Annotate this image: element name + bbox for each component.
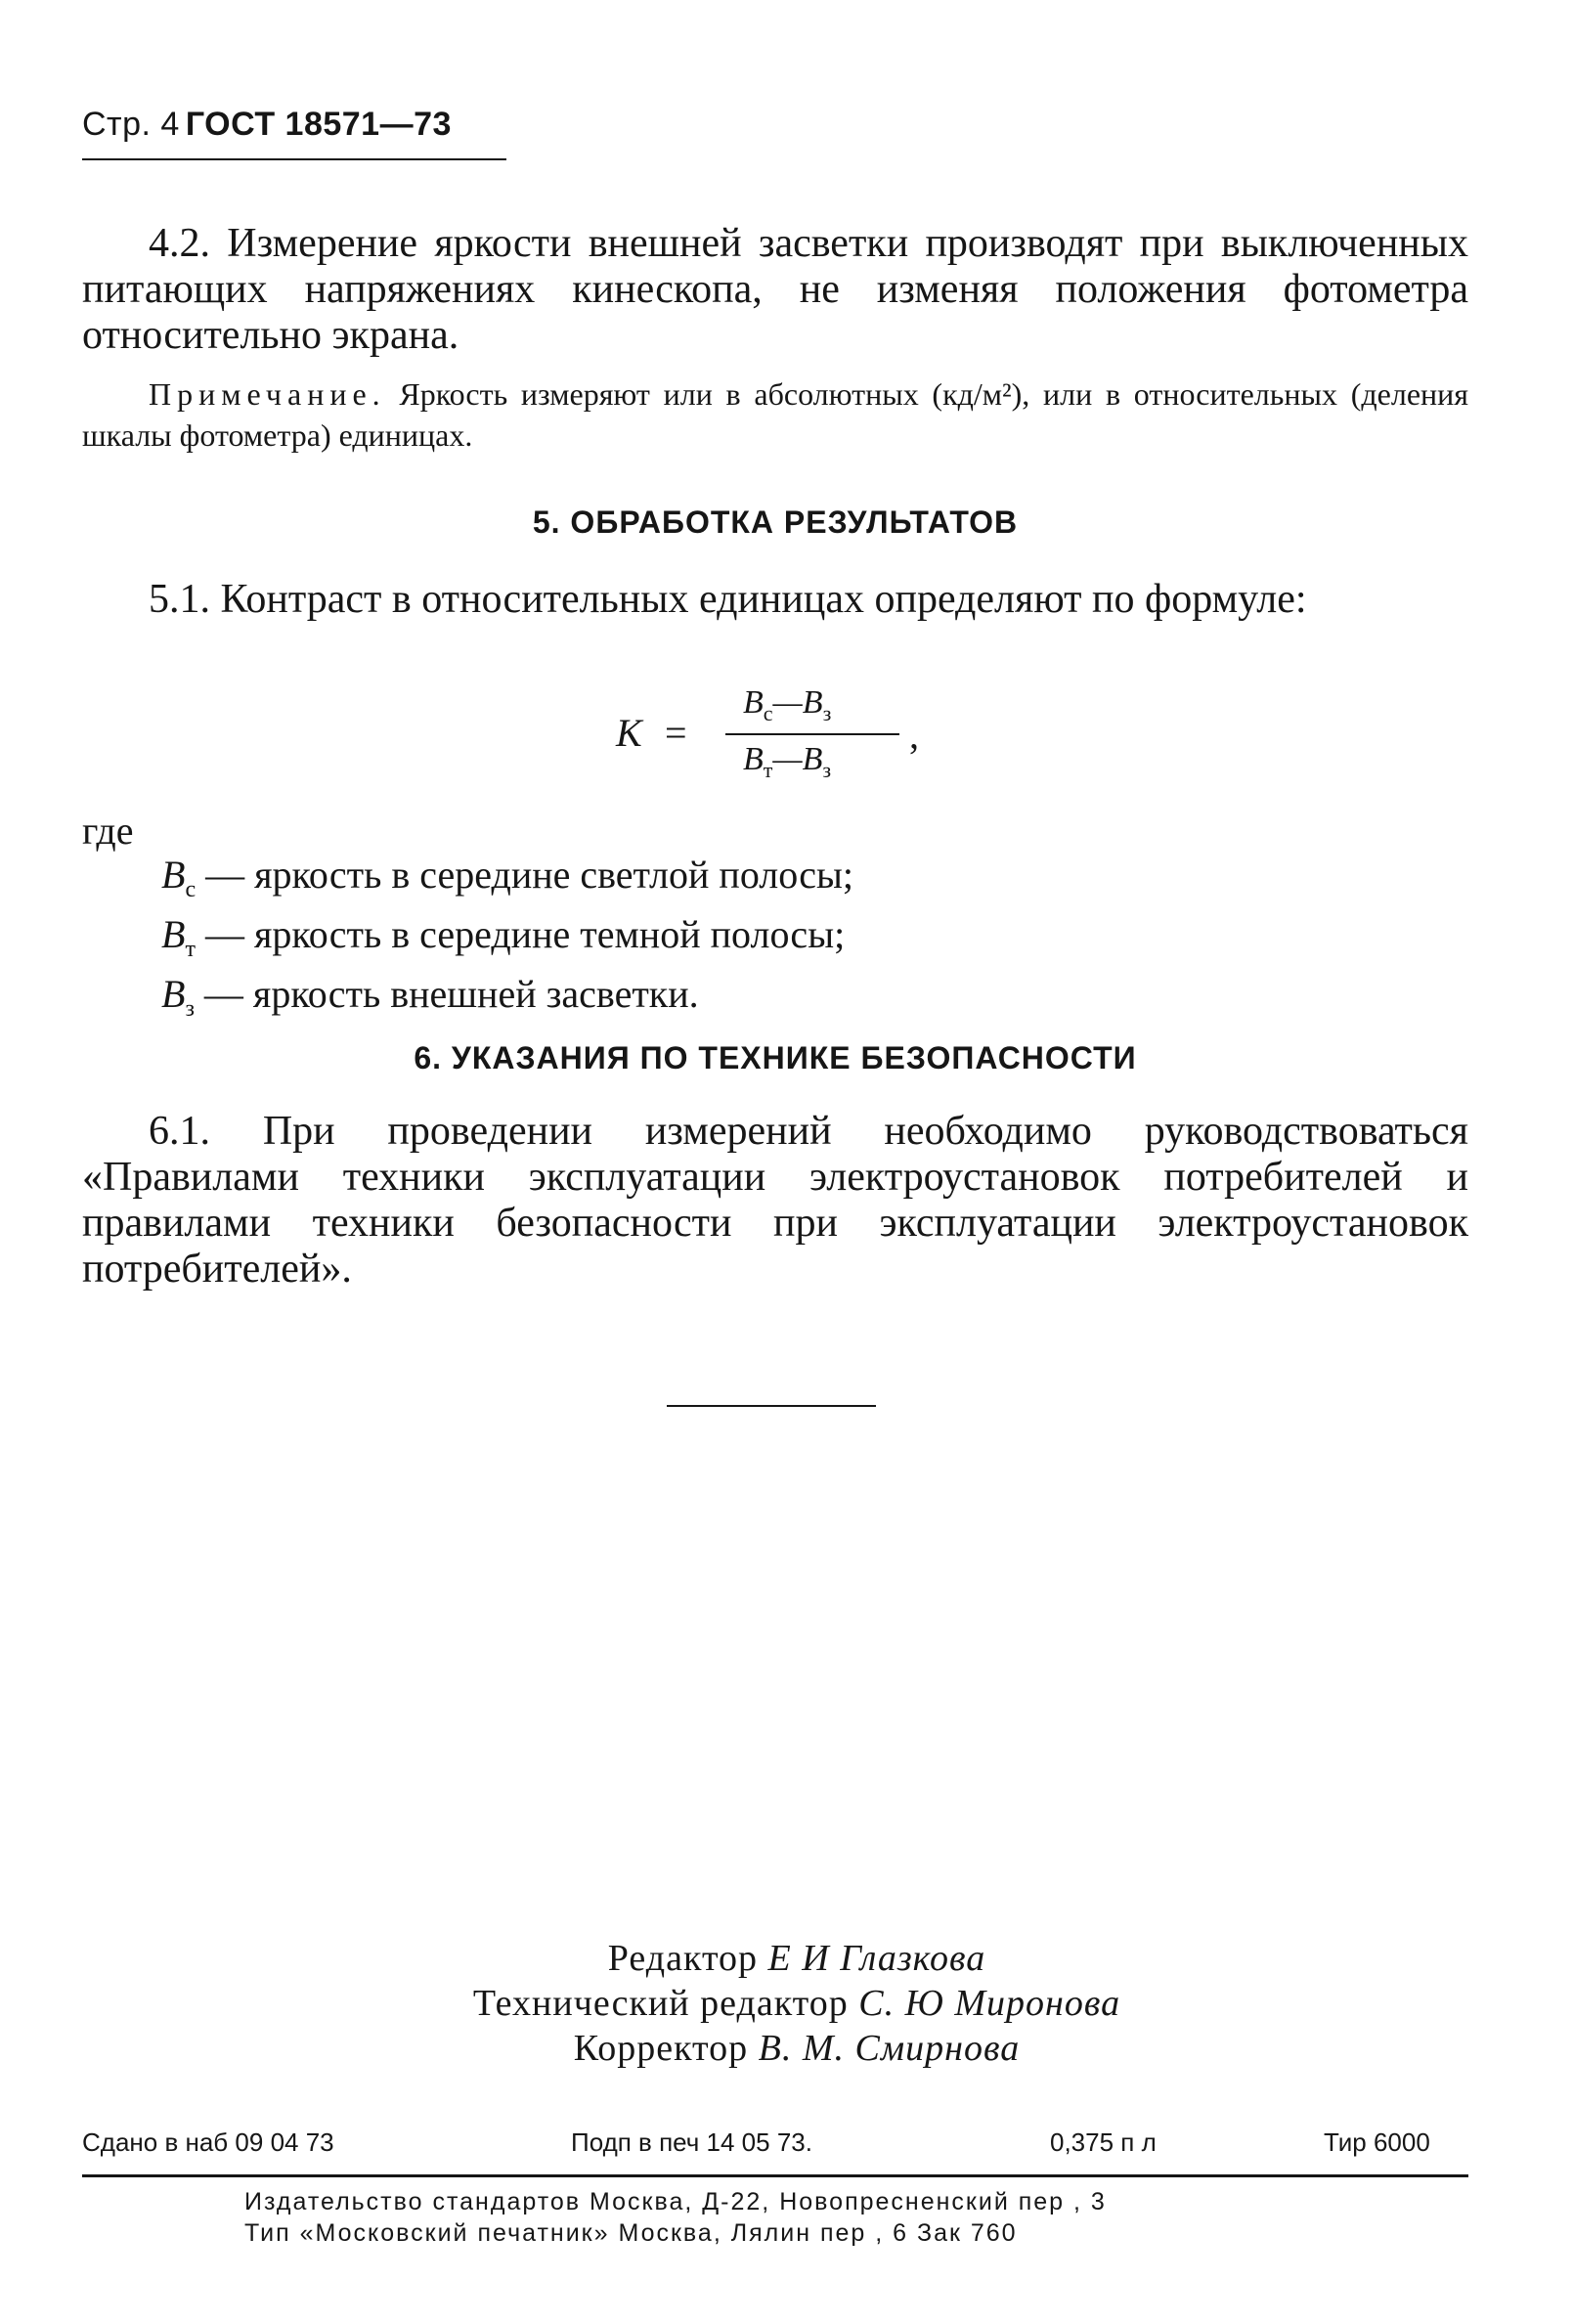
section-5-title: 5. ОБРАБОТКА РЕЗУЛЬТАТОВ: [532, 504, 1019, 540]
publisher-line-1: Издательство стандартов Москва, Д-22, Новопресненский пер , 3: [244, 2188, 1107, 2215]
publisher-info: [244, 2186, 1320, 2249]
imprint-signed: Подп в печ 14 05 73.: [571, 2127, 812, 2157]
section-6-title: 6. УКАЗАНИЯ ПО ТЕХНИКЕ БЕЗОПАСНОСТИ: [414, 1040, 1137, 1075]
credit-tech-editor: Технический редактор С. Ю Миронова: [472, 1983, 1121, 2024]
imprint-submitted: Сдано в наб 09 04 73: [82, 2127, 334, 2157]
imprint-run: Тир 6000: [1324, 2127, 1430, 2157]
clause-5-1: 5.1. Контраст в относительных единицах определяют по формуле:: [149, 577, 1307, 622]
credits: [411, 1936, 1183, 2071]
imprint-sheets: 0,375 п л: [1050, 2127, 1157, 2157]
clause-4-2: 4.2. Измерение яркости внешней засветки производят при выключенных питающих напряжениях кинескопа, не изменяя положения фотометра относительно экрана.: [82, 221, 1468, 358]
note: [82, 373, 1468, 456]
note-label: Примечание.: [149, 376, 386, 412]
note-text: Яркость измеряют или в абсолютных (кд/м²), или в относительных (деления шкалы фотометра) единицах.: [82, 376, 1468, 453]
formula-equals: =: [665, 711, 687, 755]
where-label: где: [82, 809, 134, 853]
imprint-rule: [82, 2174, 1468, 2177]
running-head: [82, 106, 452, 144]
formula-comma: ,: [909, 713, 919, 757]
header-rule: [82, 158, 506, 160]
page-label: Стр. 4: [82, 106, 180, 143]
definition-item: $B_з$ — яркость внешней засветки.: [161, 972, 699, 1022]
credit-editor: Редактор Е И Глазкова: [607, 1938, 986, 1979]
imprint-line: [82, 2127, 1468, 2167]
contrast-formula: [616, 684, 939, 792]
credit-corrector: Корректор В. М. Смирнова: [573, 2028, 1021, 2069]
definition-item: $B_с$ — яркость в середине светлой полосы;: [161, 853, 853, 902]
standard-number: ГОСТ 18571—73: [185, 106, 452, 143]
end-rule: [667, 1405, 876, 1407]
clause-6-1: 6.1. При проведении измерений необходимо руководствоваться «Правилами техники эксплуатации электроустановок потребителей и правилами техники безопасности при эксплуатации электроустановок потребителей».: [82, 1109, 1468, 1292]
publisher-line-2: Тип «Московский печатник» Москва, Лялин пер , 6 Зак 760: [244, 2219, 1018, 2247]
fraction-bar: [725, 733, 899, 735]
definition-item: $B_т$ — яркость в середине темной полосы;: [161, 912, 846, 962]
formula-denominator: $B_т—B_з$: [743, 741, 832, 782]
definitions-list: [161, 853, 853, 1031]
formula-numerator: $B_с—B_з$: [743, 684, 832, 725]
formula-lhs: K: [616, 711, 642, 755]
